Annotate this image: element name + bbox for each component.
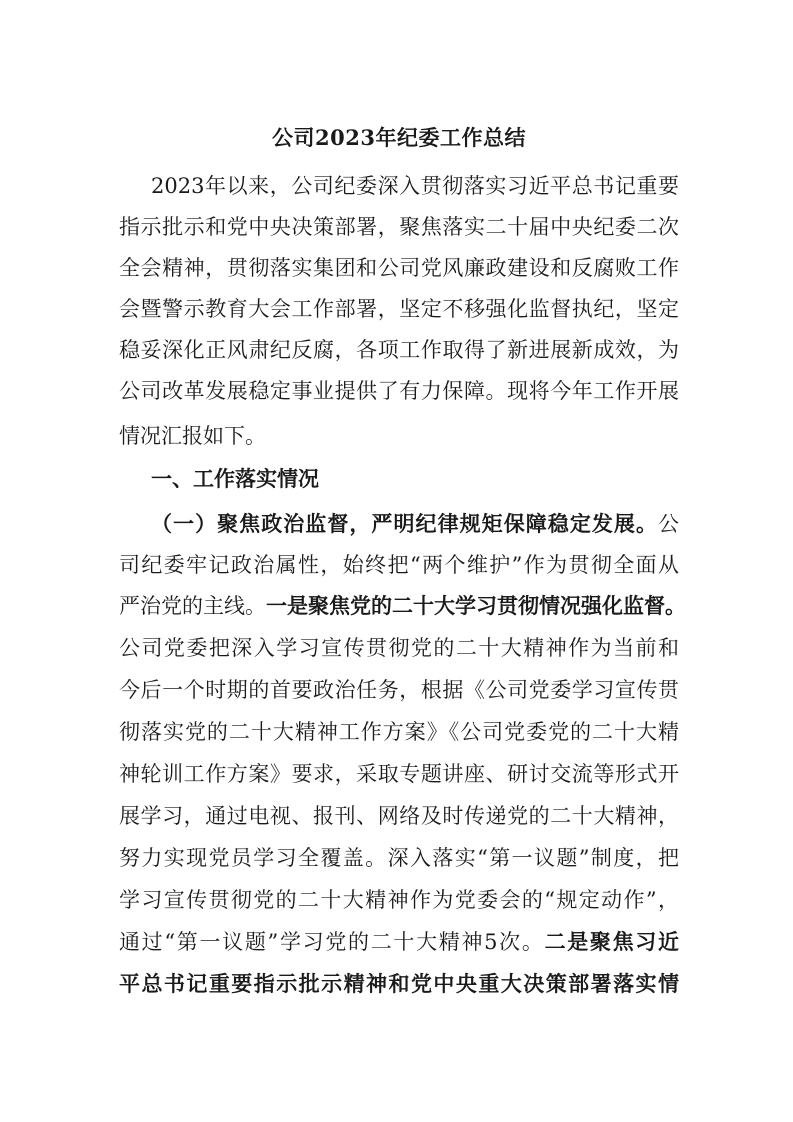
paragraph-line [119, 590, 686, 622]
paragraph-line: 指示批示和党中央决策部署，聚焦落实二十届中央纪委二次 [119, 215, 679, 239]
paragraph-text: 公 [658, 512, 679, 536]
paragraph-line: 情况汇报如下。 [119, 424, 266, 448]
paragraph-line [119, 926, 679, 958]
paragraph-line: 会暨警示教育大会工作部署，坚定不移强化监督执纪，坚定 [119, 297, 679, 321]
paragraph-line: 司纪委牢记政治属性，始终把“两个维护”作为贯彻全面从 [119, 553, 679, 577]
paragraph-line: 彻落实党的二十大精神工作方案》《公司党委党的二十大精 [119, 720, 679, 744]
paragraph-line: 今后一个时期的首要政治任务，根据《公司党委学习宣传贯 [119, 678, 679, 702]
paragraph-text: 严治党的主线。 [119, 594, 266, 618]
paragraph-text: 通过“第一议题”学习党的二十大精神5次。 [119, 930, 545, 954]
bold-point-heading: 二是聚焦习近 [544, 929, 679, 954]
subsection-heading: （一）聚焦政治监督，严明纪律规矩保障稳定发展。 [151, 511, 658, 536]
paragraph-line: 稳妥深化正风肃纪反腐，各项工作取得了新进展新成效，为 [119, 338, 679, 362]
subsection-heading-line [119, 508, 679, 540]
paragraph-line: 全会精神，贯彻落实集团和公司党风廉政建设和反腐败工作 [119, 256, 679, 280]
section-heading: 一、工作落实情况 [151, 466, 319, 491]
document-title: 公司2023年纪委工作总结 [272, 125, 526, 150]
paragraph-line: 公司改革发展稳定事业提供了有力保障。现将今年工作开展 [119, 379, 679, 403]
paragraph-line: 展学习，通过电视、报刊、网络及时传递党的二十大精神， [119, 804, 679, 828]
bold-point-heading: 一是聚焦党的二十大学习贯彻情况强化监督。 [266, 593, 686, 618]
document-page [119, 0, 686, 1122]
paragraph-line: 2023年以来，公司纪委深入贯彻落实习近平总书记重要 [151, 174, 679, 198]
paragraph-line: 学习宣传贯彻党的二十大精神作为党委会的“规定动作”， [119, 888, 679, 912]
bold-point-heading-line: 平总书记重要指示批示精神和党中央重大决策部署落实情 [119, 971, 679, 996]
paragraph-line: 努力实现党员学习全覆盖。深入落实“第一议题”制度，把 [119, 846, 679, 870]
paragraph-line: 公司党委把深入学习宣传贯彻党的二十大精神作为当前和 [119, 636, 679, 660]
paragraph-line: 神轮训工作方案》要求，采取专题讲座、研讨交流等形式开 [119, 762, 679, 786]
